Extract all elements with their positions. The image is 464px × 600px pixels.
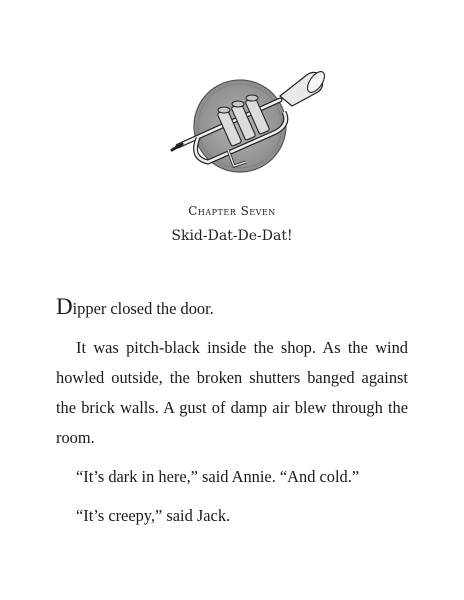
paragraph — [56, 294, 408, 324]
trumpet-icon — [168, 66, 328, 178]
chapter-header — [0, 204, 464, 244]
paragraph-text: ipper closed the door. — [72, 299, 214, 318]
paragraph: “It’s creepy,” said Jack. — [76, 506, 231, 525]
paragraph: It was pitch-black inside the shop. As the wind howled outside, the broken shutters banged against the brick walls. A gust of damp air blew through the room. — [56, 338, 408, 447]
chapter-title: Skid-Dat-De-Dat! — [171, 228, 293, 244]
trumpet-illustration — [168, 66, 328, 178]
chapter-number: Chapter Seven — [188, 204, 276, 218]
paragraph: “It’s dark in here,” said Annie. “And cold.” — [76, 467, 360, 486]
drop-cap: D — [56, 294, 73, 319]
story-text — [56, 294, 408, 540]
